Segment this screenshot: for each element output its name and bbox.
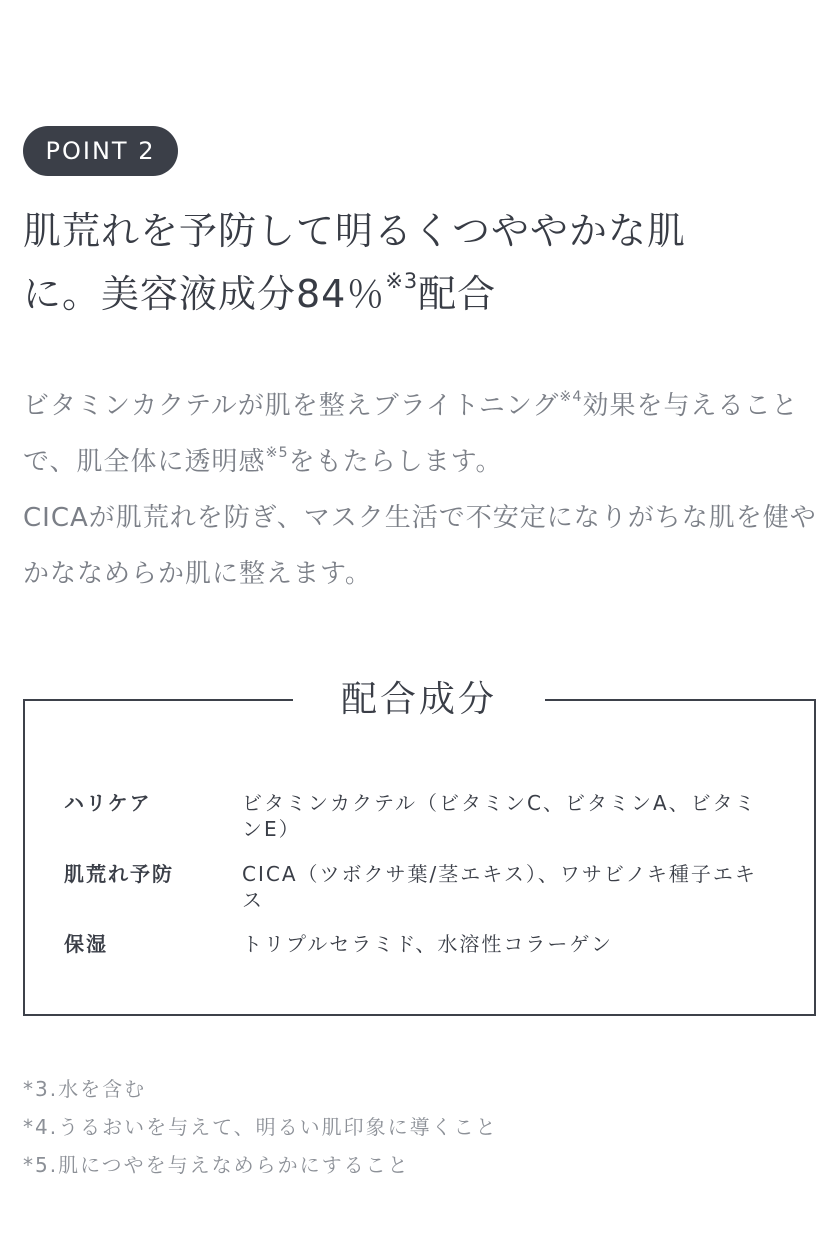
ingredient-value: トリプルセラミド、水溶性コラーゲン [242,932,613,956]
description-paragraph-2: CICAが肌荒れを防ぎ、マスク生活で不安定になりがちな肌を健やかななめらか肌に整えます。 [23,503,817,589]
ingredients-box-top-right-line [545,699,816,701]
ingredients-box-top-left-line [23,699,293,701]
headline-line2: に。美容液成分84％ [23,272,386,316]
ingredient-label: ハリケア [64,791,152,815]
ingredient-value: ビタミンカクテル（ビタミンC、ビタミンA、ビタミンE） [242,791,757,841]
point-badge: POINT 2 [23,126,178,176]
description-footnote-mark-5: ※5 [265,445,289,462]
headline-line2-end: 配合 [418,272,497,316]
footnote: *4.うるおいを与えて、明るい肌印象に導くこと [23,1115,498,1139]
headline [23,200,823,326]
headline-line1: 肌荒れを予防して明るくつややかな肌 [23,209,687,253]
description-text-a: ビタミンカクテルが肌を整えブライトニング [23,391,560,421]
ingredients-title: 配合成分 [340,679,497,720]
headline-footnote-mark: ※3 [385,269,419,294]
footnote: *5.肌につやを与えなめらかにすること [23,1153,410,1177]
ingredients-box [23,700,816,1016]
description-text-c: をもたらします。 [288,447,503,477]
ingredient-label: 肌荒れ予防 [64,862,174,886]
ingredient-label: 保湿 [64,932,108,956]
footnotes [23,1070,813,1184]
ingredient-value: CICA（ツボクサ葉/茎エキス）、ワサビノキ種子エキス [242,862,757,912]
description-footnote-mark-4: ※4 [559,389,583,406]
description-text-b: 効果を与えることで、肌全体に透明感 [23,391,799,477]
footnote: *3.水を含む [23,1077,147,1101]
description [23,378,823,602]
